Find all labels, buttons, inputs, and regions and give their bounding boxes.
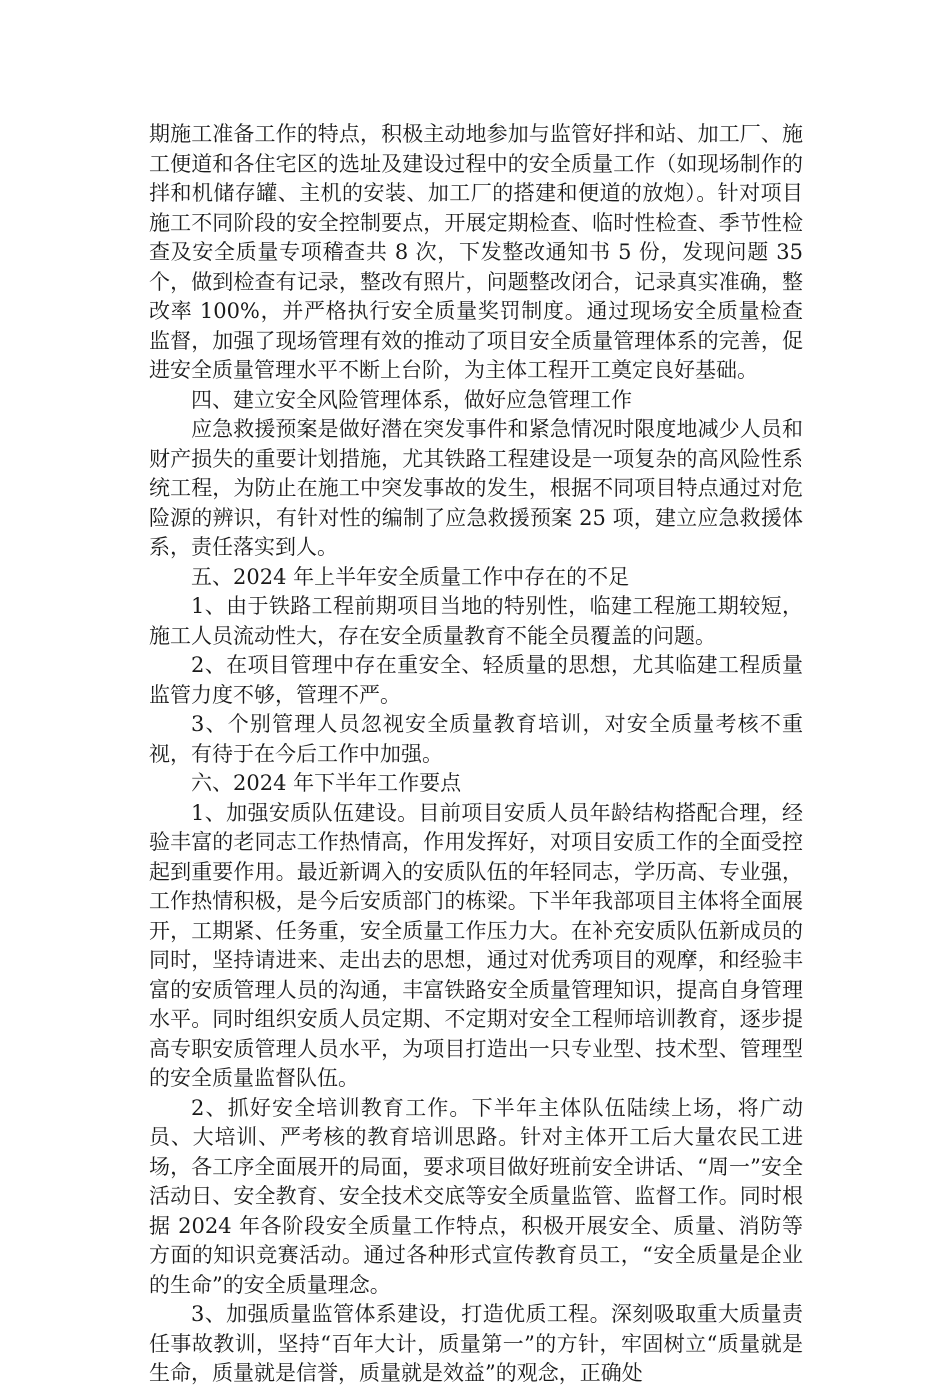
document-body [149,120,810,1389]
list-item-shortcoming-2: 2、在项目管理中存在重安全、轻质量的思想，尤其临建工程质量监管力度不够，管理不严。 [149,653,803,707]
section-heading-4: 四、建立安全风险管理体系，做好应急管理工作 [191,387,632,412]
list-item-shortcoming-1: 1、由于铁路工程前期项目当地的特别性，临建工程施工期较短，施工人员流动性大，存在安全质量教育不能全员覆盖的问题。 [149,594,803,648]
paragraph-continuation: 期施工准备工作的特点，积极主动地参加与监管好拌和站、加工厂、施工便道和各住宅区的选址及建设过程中的安全质量工作（如现场制作的拌和机储存罐、主机的安装、加工厂的搭建和便道的放炮）。针对项目施工不同阶段的安全控制要点，开展定期检查、临时性检查、季节性检查及安全质量专项稽查共 8 次，下发整改通知书 5 份，发现问题 35 个，做到检查有记录，整改有照片，问题整改闭合，记录真实准确，整改率 100%，并严格执行安全质量奖罚制度。通过现场安全质量检查监督，加强了现场管理有效的推动了项目安全质量管理体系的完善，促进安全质量管理水平不断上台阶，为主体工程开工奠定良好基础。 [149,122,810,382]
list-item-plan-2: 2、抓好安全培训教育工作。下半年主体队伍陆续上场，将广动员、大培训、严考核的教育培训思路。针对主体开工后大量农民工进场，各工序全面展开的局面，要求项目做好班前安全讲话、“周一”安全活动日、安全教育、安全技术交底等安全质量监管、监督工作。同时根据 2024 年各阶段安全质量工作特点，积极开展安全、质量、消防等方面的知识竞赛活动。通过各种形式宣传教育员工，“安全质量是企业的生命”的安全质量理念。 [149,1095,803,1297]
list-item-shortcoming-3: 3、个别管理人员忽视安全质量教育培训，对安全质量考核不重视，有待于在今后工作中加强。 [149,712,803,766]
list-item-plan-1: 1、加强安质队伍建设。目前项目安质人员年龄结构搭配合理，经验丰富的老同志工作热情高，作用发挥好，对项目安质工作的全面受控起到重要作用。最近新调入的安质队伍的年轻同志，学历高、专业强，工作热情积极，是今后安质部门的栋梁。下半年我部项目主体将全面展开，工期紧、任务重，安全质量工作压力大。在补充安质队伍新成员的同时，坚持请进来、走出去的思想，通过对优秀项目的观摩，和经验丰富的安质管理人员的沟通，丰富铁路安全质量管理知识，提高自身管理水平。同时组织安质人员定期、不定期对安全工程师培训教育，逐步提高专职安质管理人员水平，为项目打造出一只专业型、技术型、管理型的安全质量监督队伍。 [149,800,803,1090]
section-heading-6: 六、2024 年下半年工作要点 [191,771,462,795]
list-item-plan-3: 3、加强质量监管体系建设，打造优质工程。深刻吸取重大质量责任事故教训，坚持“百年大计，质量第一”的方针，牢固树立“质量就是生命，质量就是信誉，质量就是效益”的观念，正确处 [149,1302,803,1385]
section-heading-5: 五、2024 年上半年安全质量工作中存在的不足 [191,564,630,589]
paragraph-emergency-plan: 应急救援预案是做好潜在突发事件和紧急情况时限度地减少人员和财产损失的重要计划措施，尤其铁路工程建设是一项复杂的高风险性系统工程，为防止在施工中突发事故的发生，根据不同项目特点通过对危险源的辨识，有针对性的编制了应急救援预案 25 项，建立应急救援体系，责任落实到人。 [149,417,803,559]
